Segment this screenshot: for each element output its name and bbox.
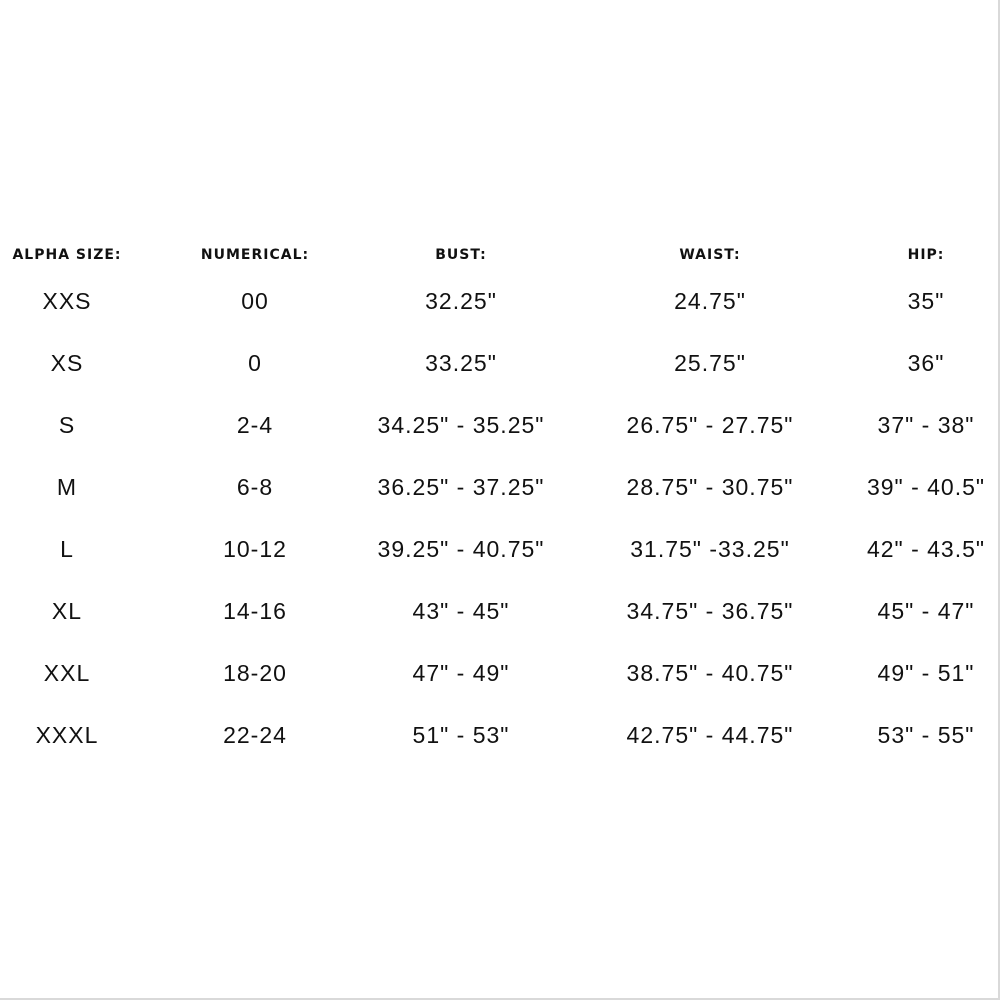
numerical-cell: 10-12 [223,536,287,562]
hip-cell: 36" [907,350,945,376]
hip-cell: 39" - 40.5" [866,474,986,500]
table-row [0,712,1000,774]
alpha-size-cell: S [58,412,76,438]
hip-cell: 53" - 55" [877,722,975,748]
bust-cell: 33.25" [425,350,497,376]
waist-cell: 31.75" -33.25" [630,536,790,562]
bust-cell: 43" - 45" [412,598,510,624]
header-alpha-size: ALPHA SIZE: [12,247,122,263]
table-row [0,650,1000,712]
alpha-size-cell: XXS [42,288,92,314]
numerical-cell: 00 [241,288,269,314]
alpha-size-cell: XXXL [35,722,99,748]
table-row [0,402,1000,464]
hip-cell: 45" - 47" [877,598,975,624]
waist-cell: 26.75" - 27.75" [626,412,794,438]
alpha-size-cell: M [56,474,78,500]
hip-cell: 42" - 43.5" [866,536,986,562]
numerical-cell: 6-8 [236,474,274,500]
numerical-cell: 22-24 [223,722,287,748]
alpha-size-cell: XXL [43,660,91,686]
table-row [0,464,1000,526]
waist-cell: 34.75" - 36.75" [626,598,794,624]
bust-cell: 36.25" - 37.25" [377,474,545,500]
bust-cell: 32.25" [425,288,497,314]
waist-cell: 38.75" - 40.75" [626,660,794,686]
table-row [0,588,1000,650]
bust-cell: 47" - 49" [412,660,510,686]
waist-cell: 25.75" [674,350,746,376]
numerical-cell: 18-20 [223,660,287,686]
numerical-cell: 2-4 [236,412,274,438]
alpha-size-cell: XS [50,350,84,376]
waist-cell: 24.75" [674,288,746,314]
bust-cell: 39.25" - 40.75" [377,536,545,562]
hip-cell: 35" [907,288,945,314]
table-row [0,340,1000,402]
size-chart-table [0,232,1000,774]
table-row [0,526,1000,588]
alpha-size-cell: L [60,536,74,562]
header-numerical: NUMERICAL: [200,247,310,263]
bust-cell: 34.25" - 35.25" [377,412,545,438]
waist-cell: 28.75" - 30.75" [626,474,794,500]
header-waist: WAIST: [679,247,741,263]
alpha-size-cell: XL [51,598,83,624]
hip-cell: 37" - 38" [877,412,975,438]
header-hip: HIP: [907,247,945,263]
numerical-cell: 0 [248,350,262,376]
table-row [0,278,1000,340]
numerical-cell: 14-16 [223,598,287,624]
table-header-row [0,232,1000,278]
header-bust: BUST: [435,247,487,263]
waist-cell: 42.75" - 44.75" [626,722,794,748]
bust-cell: 51" - 53" [412,722,510,748]
hip-cell: 49" - 51" [877,660,975,686]
